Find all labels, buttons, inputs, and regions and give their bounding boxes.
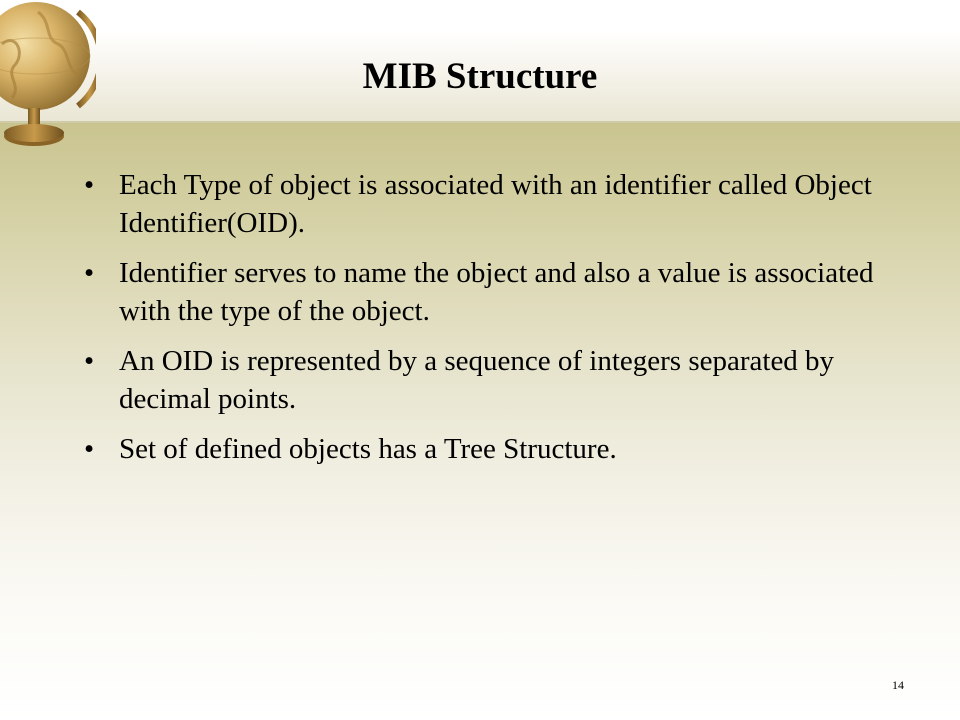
bullet-dot: • (84, 169, 95, 201)
bullet-text: Set of defined objects has a Tree Structure. (119, 433, 617, 465)
bullet-list (84, 166, 884, 480)
bullet-text: Each Type of object is associated with an identifier called Object Identifier(OID). (119, 169, 872, 239)
bullet-text: Identifier serves to name the object and also a value is associated with the type of the object. (119, 257, 874, 327)
bullet-dot: • (84, 433, 95, 465)
bullet-text: An OID is represented by a sequence of integers separated by decimal points. (119, 345, 835, 415)
page-number: 14 (892, 678, 904, 692)
bullet-item (84, 342, 884, 418)
bullet-item (84, 166, 884, 242)
bullet-item (84, 430, 884, 468)
globe-icon (0, 0, 96, 162)
bullet-dot: • (84, 257, 95, 289)
bullet-item (84, 254, 884, 330)
bullet-dot: • (84, 345, 95, 377)
slide-title: MIB Structure (362, 56, 598, 97)
